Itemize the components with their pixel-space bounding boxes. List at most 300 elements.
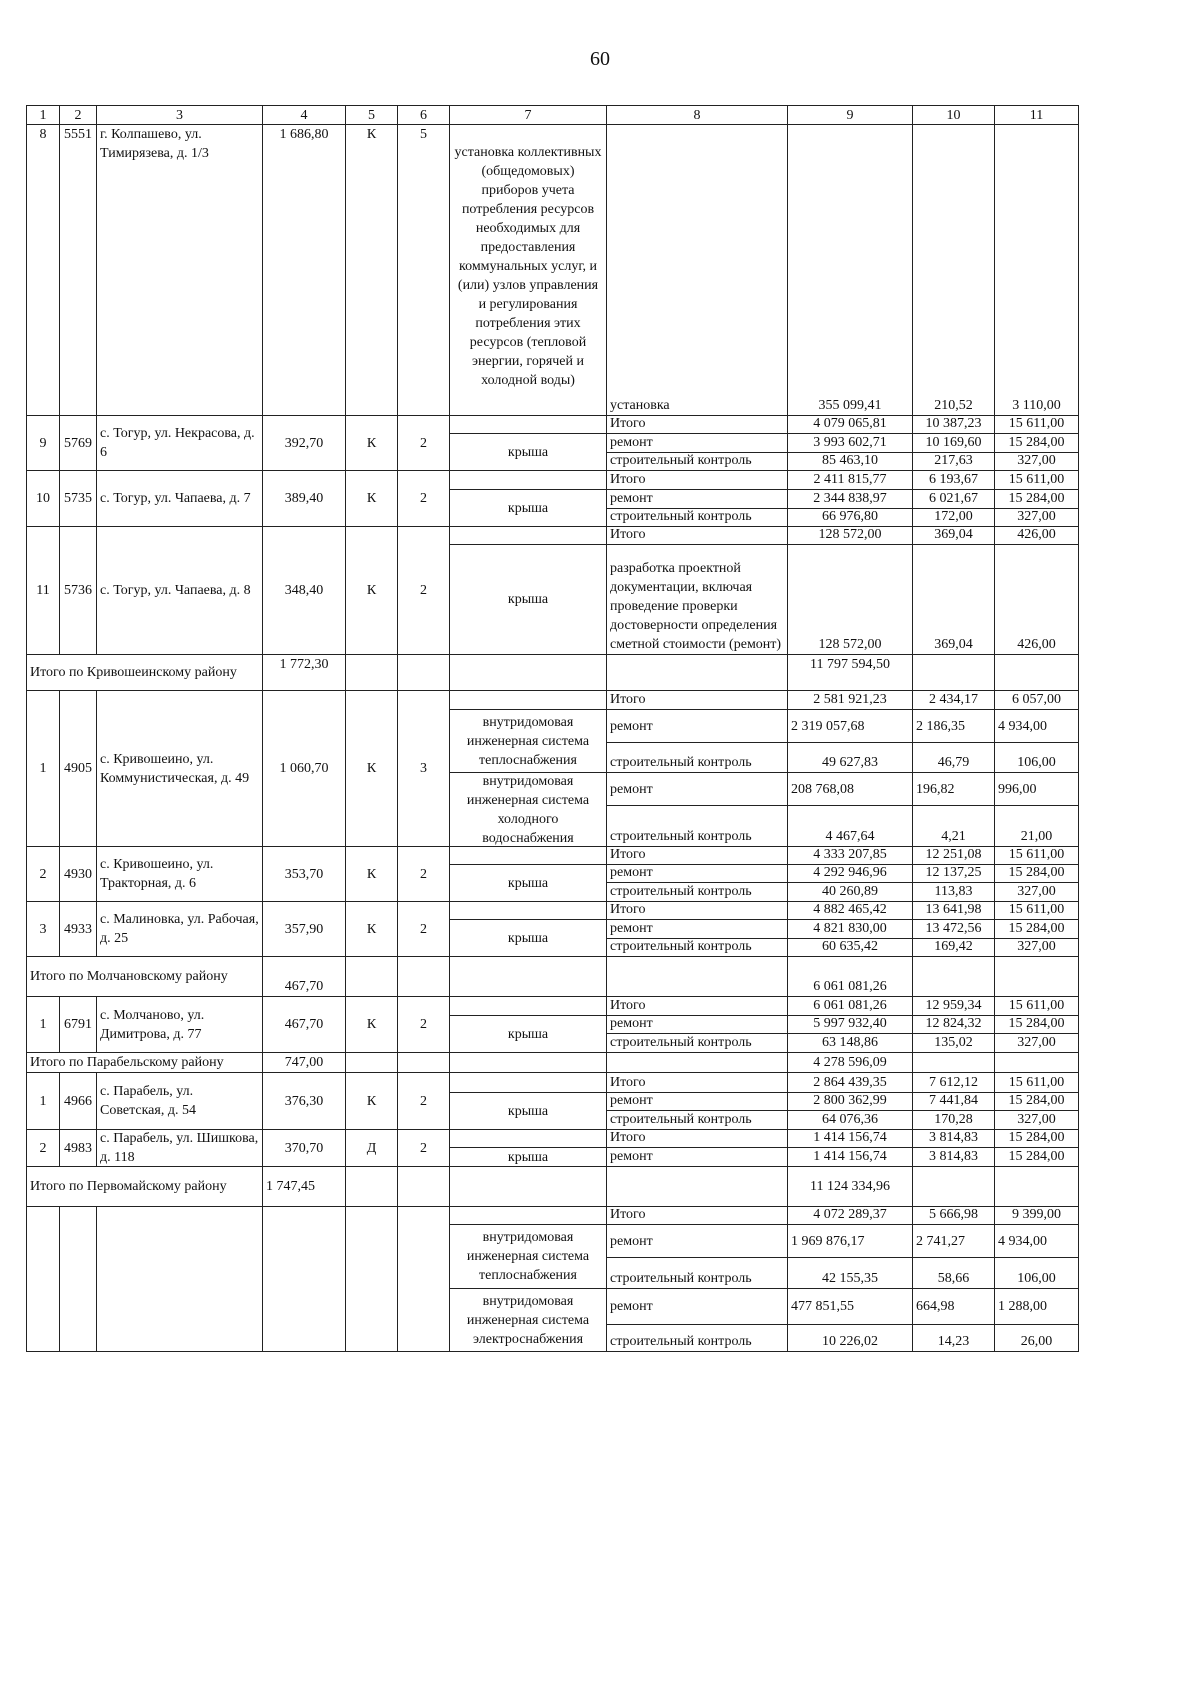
house-number-text: 1 xyxy=(39,761,47,776)
row-cost-total xyxy=(787,1206,913,1225)
row-cost-per-m2 xyxy=(912,805,995,847)
district-subtotal-total xyxy=(787,1166,913,1207)
row-limit-text: 426,00 xyxy=(1017,527,1056,542)
row-cost-total-text: 4 292 946,96 xyxy=(813,865,887,880)
row-cost-per-m2 xyxy=(912,882,995,902)
row-item-text: Итого xyxy=(610,1207,646,1222)
row-limit-text: 426,00 xyxy=(1017,637,1056,652)
row-limit xyxy=(994,1147,1079,1167)
work-blank xyxy=(449,996,607,1016)
blank-cell xyxy=(449,1052,607,1073)
row-limit-text: 327,00 xyxy=(1017,939,1056,954)
work-blank xyxy=(449,1072,607,1093)
row-item-text: Итого xyxy=(610,527,646,542)
work-type-text: крыша xyxy=(507,1149,549,1165)
row-cost-total-text: 40 260,89 xyxy=(822,884,878,899)
row-cost-per-m2-text: 12 824,32 xyxy=(925,1016,982,1031)
row-cost-per-m2 xyxy=(912,1092,995,1111)
district-subtotal-label xyxy=(26,654,263,691)
work-type xyxy=(449,864,607,902)
row-item-text: установка xyxy=(610,398,670,413)
column-header-4-text: 4 xyxy=(300,107,308,123)
work-blank xyxy=(449,901,607,920)
blank-cell xyxy=(59,1206,97,1352)
row-cost-total-text: 42 155,35 xyxy=(822,1271,878,1286)
row-cost-total xyxy=(787,1288,913,1325)
row-cost-total-text: 10 226,02 xyxy=(822,1334,878,1349)
row-cost-per-m2 xyxy=(912,544,995,655)
work-type xyxy=(449,1015,607,1053)
row-item xyxy=(606,526,788,545)
house-address-text: с. Кривошеино, ул. Тракторная, д. 6 xyxy=(100,857,214,891)
row-item-text: Итого xyxy=(610,1075,646,1090)
row-cost-total xyxy=(787,938,913,957)
district-subtotal-total xyxy=(787,654,913,691)
work-type-text: крыша xyxy=(507,444,549,460)
row-item-text: Итого xyxy=(610,416,646,431)
row-item-text: ремонт xyxy=(610,491,653,506)
row-limit-text: 15 284,00 xyxy=(1008,921,1065,936)
row-cost-total-text: 2 581 921,23 xyxy=(813,692,887,707)
row-cost-total-text: 4 333 207,85 xyxy=(813,847,887,862)
row-cost-per-m2-text: 217,63 xyxy=(934,453,973,468)
row-cost-per-m2-text: 210,52 xyxy=(934,398,973,413)
row-cost-per-m2-text: 10 169,60 xyxy=(925,435,982,450)
house-code-text: 4966 xyxy=(64,1093,92,1109)
house-address xyxy=(96,1072,263,1130)
work-type xyxy=(449,124,607,416)
work-type xyxy=(449,1092,607,1130)
row-item-text: строительный контроль xyxy=(610,1112,752,1127)
row-cost-per-m2-text: 7 441,84 xyxy=(929,1093,978,1108)
row-cost-per-m2-text: 664,98 xyxy=(916,1299,955,1314)
row-item-text: Итого xyxy=(610,998,646,1013)
row-limit xyxy=(994,1033,1079,1053)
row-limit xyxy=(994,415,1079,434)
row-cost-per-m2-text: 10 387,23 xyxy=(925,416,982,431)
row-item xyxy=(606,1015,788,1034)
district-subtotal-label xyxy=(26,1166,263,1207)
house-address-text: с. Молчаново, ул. Димитрова, д. 77 xyxy=(100,1007,205,1042)
house-code-text: 5736 xyxy=(64,583,92,598)
row-cost-per-m2-text: 6 193,67 xyxy=(929,472,978,487)
house-type xyxy=(345,901,398,957)
house-code-text: 5551 xyxy=(64,127,92,142)
blank-cell xyxy=(397,956,450,997)
row-limit xyxy=(994,1072,1079,1093)
row-limit xyxy=(994,433,1079,453)
row-cost-per-m2-text: 3 814,83 xyxy=(929,1130,978,1145)
blank-cell xyxy=(606,956,788,997)
row-item-text: строительный контроль xyxy=(610,509,752,524)
house-area xyxy=(262,470,346,527)
work-type-text: внутридомовая инженерная система электроснабжения xyxy=(466,1293,590,1347)
row-cost-total-text: 208 768,08 xyxy=(791,781,854,797)
row-cost-total xyxy=(787,544,913,655)
work-type xyxy=(449,772,607,847)
house-floors xyxy=(397,690,450,847)
house-code xyxy=(59,901,97,957)
house-number xyxy=(26,901,60,957)
row-cost-total-text: 2 319 057,68 xyxy=(791,718,865,734)
house-number xyxy=(26,690,60,847)
house-address xyxy=(96,470,263,527)
column-header-11 xyxy=(994,105,1079,125)
row-item-text: ремонт xyxy=(610,781,653,797)
row-cost-per-m2 xyxy=(912,470,995,490)
column-header-10 xyxy=(912,105,995,125)
row-item xyxy=(606,489,788,509)
row-limit-text: 15 284,00 xyxy=(1008,491,1065,506)
row-item xyxy=(606,1033,788,1053)
house-code xyxy=(59,415,97,471)
district-subtotal-total xyxy=(787,1052,913,1073)
column-header-9 xyxy=(787,105,913,125)
row-cost-per-m2 xyxy=(912,1206,995,1225)
house-address xyxy=(96,1129,263,1167)
row-item-text: ремонт xyxy=(610,1299,653,1314)
row-limit-text: 15 284,00 xyxy=(1008,865,1065,880)
row-cost-total xyxy=(787,805,913,847)
house-address-text: с. Тогур, ул. Чапаева, д. 7 xyxy=(100,491,251,506)
house-number xyxy=(26,526,60,655)
row-item xyxy=(606,433,788,453)
row-item-text: ремонт xyxy=(610,1149,653,1164)
row-cost-per-m2-text: 369,04 xyxy=(934,637,973,652)
row-item xyxy=(606,864,788,883)
house-area-text: 392,70 xyxy=(284,435,324,451)
row-cost-total xyxy=(787,526,913,545)
row-limit-text: 4 934,00 xyxy=(998,1233,1047,1249)
row-cost-total xyxy=(787,901,913,920)
house-area xyxy=(262,846,346,902)
row-cost-per-m2-text: 5 666,98 xyxy=(929,1207,978,1222)
column-header-3 xyxy=(96,105,263,125)
row-cost-total-text: 64 076,36 xyxy=(822,1112,878,1127)
house-area xyxy=(262,415,346,471)
row-limit xyxy=(994,919,1079,939)
row-limit-text: 15 611,00 xyxy=(1008,1075,1065,1090)
row-limit xyxy=(994,508,1079,527)
column-header-7-text: 7 xyxy=(524,107,532,123)
column-header-10-text: 10 xyxy=(946,107,961,123)
row-limit xyxy=(994,124,1079,416)
district-subtotal-label-text: Итого по Кривошеинскому району xyxy=(30,665,237,680)
row-cost-total-text: 60 635,42 xyxy=(822,939,878,954)
work-type-text: установка коллективных (общедомовых) приборов учета потребления ресурсов необходимых для предоставления коммунальных услуг, и (или) узлов управления и регулирования потребления этих ресурсов (тепловой энергии, горячей и холодной воды) xyxy=(454,145,602,388)
row-cost-per-m2 xyxy=(912,124,995,416)
row-item-text: ремонт xyxy=(610,435,653,450)
district-subtotal-total-text: 4 278 596,09 xyxy=(813,1055,887,1070)
row-item xyxy=(606,1257,788,1289)
house-floors xyxy=(397,415,450,471)
row-limit-text: 15 611,00 xyxy=(1008,847,1065,862)
column-header-1-text: 1 xyxy=(39,107,47,123)
row-item xyxy=(606,709,788,743)
row-item xyxy=(606,470,788,490)
column-header-9-text: 9 xyxy=(846,107,854,123)
row-item-text: Итого xyxy=(610,902,646,917)
row-limit xyxy=(994,742,1079,773)
row-item xyxy=(606,1129,788,1148)
work-type-text: крыша xyxy=(507,1103,549,1119)
house-address xyxy=(96,415,263,471)
row-cost-total xyxy=(787,1224,913,1258)
row-cost-per-m2 xyxy=(912,772,995,806)
district-subtotal-label-text: Итого по Молчановскому району xyxy=(30,969,228,984)
column-header-2 xyxy=(59,105,97,125)
row-limit-text: 327,00 xyxy=(1017,509,1056,524)
row-cost-per-m2-text: 7 612,12 xyxy=(929,1075,978,1090)
row-cost-per-m2 xyxy=(912,1033,995,1053)
row-item-text: Итого xyxy=(610,472,646,487)
house-floors-text: 2 xyxy=(420,435,427,451)
row-item-text: строительный контроль xyxy=(610,939,752,954)
row-cost-per-m2 xyxy=(912,690,995,710)
house-type xyxy=(345,846,398,902)
row-limit xyxy=(994,709,1079,743)
row-limit-text: 15 611,00 xyxy=(1008,902,1065,917)
house-type-text: К xyxy=(366,435,377,451)
row-item xyxy=(606,452,788,471)
district-subtotal-total xyxy=(787,956,913,997)
house-floors-text: 2 xyxy=(420,583,427,598)
row-cost-per-m2 xyxy=(912,508,995,527)
row-item xyxy=(606,690,788,710)
house-type-text: Д xyxy=(366,1140,377,1156)
work-blank xyxy=(449,526,607,545)
district-subtotal-area-text: 1 772,30 xyxy=(279,657,329,672)
row-item xyxy=(606,938,788,957)
house-code-text: 4983 xyxy=(64,1140,92,1156)
row-limit-text: 15 284,00 xyxy=(1008,1093,1065,1108)
row-limit xyxy=(994,1015,1079,1034)
row-limit-text: 15 284,00 xyxy=(1008,435,1065,450)
district-subtotal-label xyxy=(26,956,263,997)
row-cost-total xyxy=(787,709,913,743)
house-type xyxy=(345,526,398,655)
row-limit-text: 327,00 xyxy=(1017,884,1056,899)
column-header-1 xyxy=(26,105,60,125)
row-limit-text: 21,00 xyxy=(1020,829,1053,844)
work-type xyxy=(449,1224,607,1289)
district-subtotal-label xyxy=(26,1052,263,1073)
row-limit xyxy=(994,470,1079,490)
row-cost-total xyxy=(787,846,913,865)
house-code xyxy=(59,470,97,527)
house-address xyxy=(96,901,263,957)
house-number-text: 11 xyxy=(36,583,50,598)
house-area xyxy=(262,901,346,957)
row-cost-total xyxy=(787,1072,913,1093)
row-cost-per-m2 xyxy=(912,709,995,743)
column-header-4 xyxy=(262,105,346,125)
row-limit-text: 106,00 xyxy=(1017,755,1056,770)
row-item-text: строительный контроль xyxy=(610,829,752,844)
district-subtotal-total-text: 11 797 594,50 xyxy=(810,657,890,672)
district-subtotal-area xyxy=(262,956,346,997)
row-cost-per-m2-text: 3 814,83 xyxy=(929,1149,978,1164)
house-address-text: с. Тогур, ул. Чапаева, д. 8 xyxy=(100,583,251,598)
house-number xyxy=(26,996,60,1053)
row-limit xyxy=(994,1257,1079,1289)
row-cost-total xyxy=(787,1092,913,1111)
district-subtotal-label-text: Итого по Парабельскому району xyxy=(30,1055,224,1070)
house-address xyxy=(96,996,263,1053)
row-cost-per-m2 xyxy=(912,433,995,453)
house-address-text: с. Парабель, ул. Советская, д. 54 xyxy=(100,1084,196,1118)
house-area-text: 1 060,70 xyxy=(279,761,329,776)
house-code xyxy=(59,1072,97,1130)
row-limit xyxy=(994,1110,1079,1130)
blank-cell xyxy=(912,1166,995,1207)
blank-cell xyxy=(606,1052,788,1073)
row-cost-total-text: 1 414 156,74 xyxy=(813,1149,887,1164)
row-item xyxy=(606,1288,788,1325)
house-floors-text: 2 xyxy=(420,921,427,937)
row-cost-total xyxy=(787,690,913,710)
house-area-text: 376,30 xyxy=(284,1093,324,1109)
house-number-text: 1 xyxy=(39,1093,47,1109)
row-cost-per-m2 xyxy=(912,742,995,773)
house-area-text: 1 686,80 xyxy=(279,127,329,142)
house-code-text: 4930 xyxy=(64,866,92,882)
row-cost-per-m2 xyxy=(912,901,995,920)
page-number: 60 xyxy=(590,48,610,70)
house-type-text: К xyxy=(366,761,377,776)
row-cost-total-text: 128 572,00 xyxy=(818,527,882,542)
house-floors-text: 5 xyxy=(420,127,427,142)
column-header-5-text: 5 xyxy=(368,107,375,123)
house-type-text: К xyxy=(366,1017,377,1032)
row-cost-total xyxy=(787,1015,913,1034)
row-limit xyxy=(994,1206,1079,1225)
house-area xyxy=(262,690,346,847)
row-cost-per-m2-text: 58,66 xyxy=(937,1271,970,1286)
row-cost-per-m2-text: 12 137,25 xyxy=(925,865,982,880)
row-cost-per-m2-text: 14,23 xyxy=(937,1334,970,1349)
house-address xyxy=(96,846,263,902)
row-cost-per-m2 xyxy=(912,1324,995,1352)
work-type-text: внутридомовая инженерная система теплоснабжения xyxy=(466,714,590,768)
row-item-text: Итого xyxy=(610,1130,646,1145)
row-item-text: Итого xyxy=(610,692,646,707)
row-cost-total-text: 2 344 838,97 xyxy=(813,491,887,506)
row-limit xyxy=(994,805,1079,847)
blank-cell xyxy=(397,654,450,691)
row-limit xyxy=(994,846,1079,865)
house-code xyxy=(59,690,97,847)
row-cost-per-m2-text: 170,28 xyxy=(934,1112,973,1127)
house-code-text: 4933 xyxy=(64,921,92,937)
work-type xyxy=(449,544,607,655)
row-item xyxy=(606,1092,788,1111)
house-floors xyxy=(397,1072,450,1130)
blank-cell xyxy=(345,1206,398,1352)
column-header-3-text: 3 xyxy=(176,107,183,123)
row-limit-text: 327,00 xyxy=(1017,453,1056,468)
work-blank xyxy=(449,470,607,490)
row-cost-per-m2 xyxy=(912,938,995,957)
row-cost-per-m2-text: 135,02 xyxy=(934,1035,973,1050)
work-blank xyxy=(449,415,607,434)
row-item xyxy=(606,742,788,773)
row-cost-per-m2 xyxy=(912,1288,995,1325)
row-limit-text: 15 611,00 xyxy=(1008,998,1065,1013)
row-cost-per-m2 xyxy=(912,1129,995,1148)
row-item xyxy=(606,544,788,655)
blank-cell xyxy=(606,1166,788,1207)
row-limit-text: 15 611,00 xyxy=(1008,416,1065,431)
row-limit xyxy=(994,901,1079,920)
work-type xyxy=(449,919,607,957)
work-type-text: внутридомовая инженерная система холодного водоснабжения xyxy=(466,773,590,846)
work-type-text: крыша xyxy=(507,500,549,516)
row-cost-per-m2 xyxy=(912,919,995,939)
row-cost-per-m2-text: 2 434,17 xyxy=(929,692,978,707)
row-item-text: ремонт xyxy=(610,1093,653,1108)
house-floors-text: 2 xyxy=(420,1093,427,1109)
work-type xyxy=(449,1147,607,1167)
house-address-text: с. Кривошеино, ул. Коммунистическая, д. 49 xyxy=(100,751,250,786)
row-item-text: строительный контроль xyxy=(610,1035,752,1050)
row-limit xyxy=(994,526,1079,545)
row-limit xyxy=(994,1224,1079,1258)
house-address-text: с. Тогур, ул. Некрасова, д. 6 xyxy=(100,426,255,460)
house-number xyxy=(26,124,60,416)
row-item-text: Итого xyxy=(610,847,646,862)
row-cost-total xyxy=(787,452,913,471)
house-type-text: К xyxy=(366,583,377,598)
house-code xyxy=(59,846,97,902)
row-limit-text: 4 934,00 xyxy=(998,718,1047,734)
house-floors xyxy=(397,846,450,902)
house-number-text: 1 xyxy=(39,1017,47,1032)
house-area xyxy=(262,996,346,1053)
row-item-text: ремонт xyxy=(610,865,653,880)
house-floors-text: 2 xyxy=(420,1140,427,1156)
row-item xyxy=(606,1110,788,1130)
row-limit xyxy=(994,864,1079,883)
row-limit-text: 327,00 xyxy=(1017,1035,1056,1050)
blank-cell xyxy=(449,956,607,997)
row-limit-text: 9 399,00 xyxy=(1012,1207,1061,1222)
row-cost-per-m2 xyxy=(912,1224,995,1258)
blank-cell xyxy=(994,654,1079,691)
house-code xyxy=(59,996,97,1053)
blank-cell xyxy=(994,1052,1079,1073)
row-cost-total-text: 4 882 465,42 xyxy=(813,902,887,917)
work-type-text: крыша xyxy=(507,875,549,891)
row-cost-total-text: 85 463,10 xyxy=(822,453,878,468)
row-item xyxy=(606,508,788,527)
house-code xyxy=(59,1129,97,1167)
row-item-text: ремонт xyxy=(610,1016,653,1031)
row-cost-total xyxy=(787,1324,913,1352)
row-cost-total-text: 6 061 081,26 xyxy=(813,998,887,1013)
house-type-text: К xyxy=(366,866,377,882)
house-area xyxy=(262,124,346,416)
house-area-text: 389,40 xyxy=(284,491,324,506)
district-subtotal-total-text: 11 124 334,96 xyxy=(810,1179,890,1194)
row-cost-total-text: 5 997 932,40 xyxy=(813,1016,887,1031)
row-limit xyxy=(994,772,1079,806)
row-cost-total xyxy=(787,489,913,509)
house-floors xyxy=(397,526,450,655)
blank-cell xyxy=(994,1166,1079,1207)
row-cost-per-m2 xyxy=(912,1015,995,1034)
house-code xyxy=(59,526,97,655)
